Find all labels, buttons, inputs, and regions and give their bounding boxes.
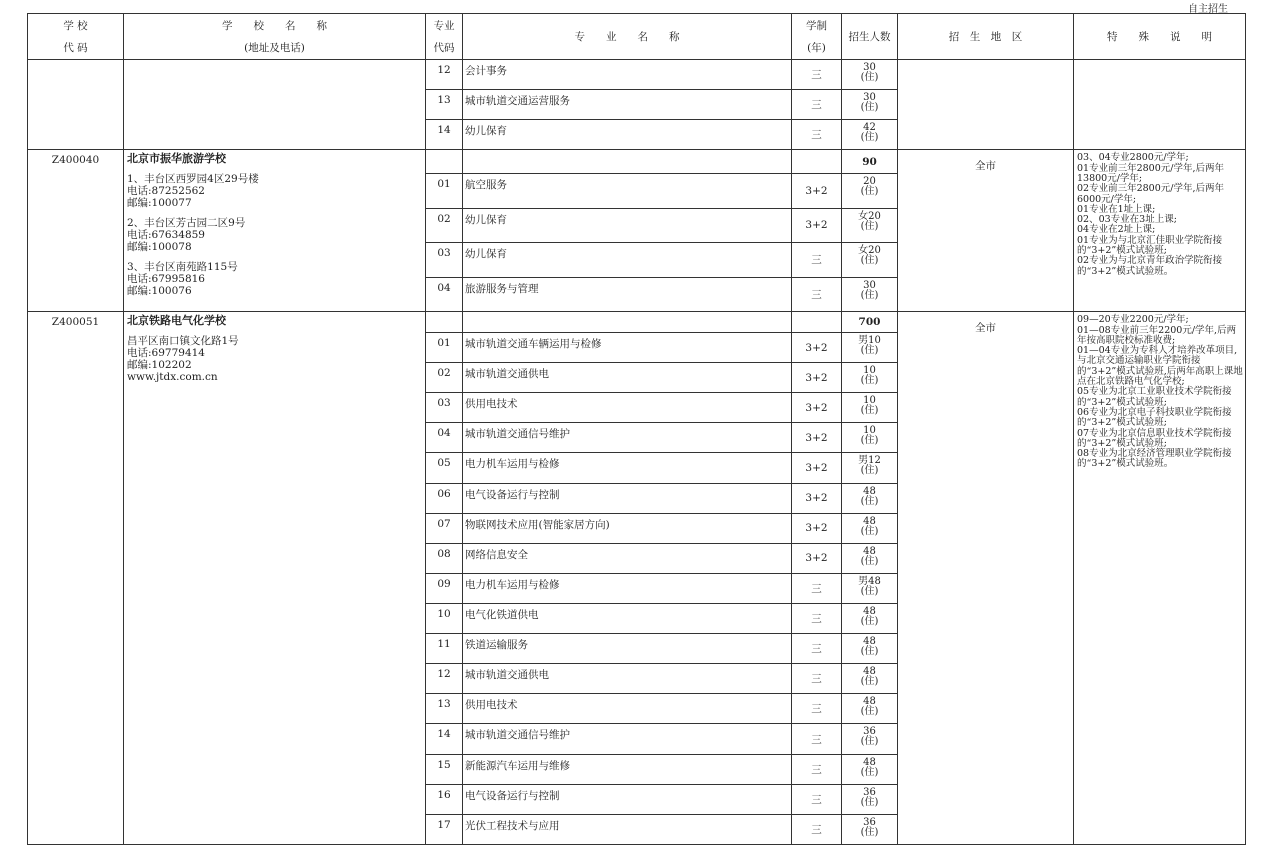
major-code: 11 [426,634,463,664]
enrollment-count [842,90,898,120]
enrollment-number: 48 [863,666,876,678]
major-name: 幼儿保育 [463,208,792,243]
duration: 三 [792,277,842,312]
duration: 三 [792,784,842,814]
major-code: 04 [426,277,463,312]
duration: 3+2 [792,208,842,243]
major-name: 城市轨道交通供电 [463,363,792,393]
boarding-mark: (住) [860,255,879,267]
enrollment-count [842,363,898,393]
enrollment-count [842,277,898,312]
major-name: 铁道运输服务 [463,634,792,664]
enrollment-number: 48 [863,636,876,648]
boarding-mark: (住) [860,465,879,477]
major-code: 04 [426,423,463,453]
school-code: Z400051 [28,312,124,845]
corner-label: 自主招生 [1188,4,1228,15]
notes-cell [1074,150,1246,312]
duration: 三 [792,60,842,90]
major-code: 12 [426,60,463,90]
enrollment-total: 90 [842,150,898,174]
boarding-mark: (住) [860,525,879,537]
note-line: 02、03专业在3址上课; [1077,214,1177,226]
note-line: 01—08专业前三年2200元/学年,后两年按高职院校标准收费; [1077,324,1237,346]
note-line: 05专业为北京工业职业技术学院衔接的“3+2”模式试验班; [1077,386,1232,408]
major-code [426,150,463,174]
boarding-mark: (住) [860,826,879,838]
enrollment-number: 女20 [858,210,881,222]
major-code: 03 [426,393,463,423]
duration: 3+2 [792,513,842,543]
header-duration: 学制 (年) [792,14,842,60]
enrollment-count [842,208,898,243]
boarding-mark: (住) [860,405,879,417]
major-name: 供用电技术 [463,694,792,724]
major-code: 03 [426,243,463,278]
address-line: 2、丰台区芳古园二区9号 [127,217,246,230]
enrollment-number: 男10 [858,335,881,347]
major-name: 供用电技术 [463,393,792,423]
enrollment-count [842,814,898,844]
major-code: 16 [426,784,463,814]
enrollment-number: 48 [863,515,876,527]
major-name [463,312,792,333]
major-name: 幼儿保育 [463,243,792,278]
address-line: 电话:87252562 [127,185,205,198]
boarding-mark: (住) [860,766,879,778]
header-major-code: 专业 代码 [426,14,463,60]
enrollment-number: 36 [863,726,876,738]
address-line: 邮编:102202 [127,359,192,372]
major-name: 城市轨道交通信号维护 [463,423,792,453]
boarding-mark: (住) [860,220,879,232]
boarding-mark: (住) [860,585,879,597]
address-line: www.jtdx.com.cn [127,371,218,384]
duration: 3+2 [792,393,842,423]
school-address [127,261,422,297]
duration: 三 [792,664,842,694]
enrollment-number: 男48 [858,575,881,587]
duration: 三 [792,90,842,120]
enrollment-table [27,13,1246,845]
duration [792,150,842,174]
boarding-mark: (住) [860,345,879,357]
major-code: 13 [426,90,463,120]
duration: 3+2 [792,453,842,483]
header-region: 招 生 地 区 [898,14,1074,60]
duration: 3+2 [792,423,842,453]
header-school-name: 学 校 名 称 (地址及电话) [124,14,426,60]
school-address [127,335,422,383]
note-line: 09—20专业2200元/学年; [1077,314,1189,326]
major-code: 01 [426,174,463,209]
major-code: 05 [426,453,463,483]
enrollment-count [842,120,898,150]
enrollment-number: 20 [863,176,876,188]
major-name: 光伏工程技术与应用 [463,814,792,844]
duration: 三 [792,634,842,664]
enrollment-number: 48 [863,696,876,708]
notes-cell [1074,60,1246,150]
major-name: 网络信息安全 [463,543,792,573]
enrollment-count [842,573,898,603]
major-code: 08 [426,543,463,573]
enrollment-count [842,333,898,363]
major-name: 城市轨道交通车辆运用与检修 [463,333,792,363]
school-address [127,173,422,209]
boarding-mark: (住) [860,102,879,114]
school-code: Z400040 [28,150,124,312]
enrollment-number: 48 [863,545,876,557]
table-row [28,150,1246,174]
enrollment-number: 女20 [858,245,881,257]
boarding-mark: (住) [860,72,879,83]
region-cell: 全市 [898,150,1074,312]
duration [792,312,842,333]
major-name: 城市轨道交通信号维护 [463,724,792,754]
boarding-mark: (住) [860,289,879,301]
enrollment-number: 42 [863,122,876,134]
major-code: 06 [426,483,463,513]
address-line: 邮编:100077 [127,197,192,210]
note-line: 02专业为与北京青年政治学院衔接的“3+2”模式试验班。 [1077,255,1223,277]
duration: 三 [792,814,842,844]
boarding-mark: (住) [860,706,879,718]
enrollment-count [842,423,898,453]
note-line: 04专业在2址上课; [1077,224,1156,236]
school-name: 北京铁路电气化学校 [127,314,226,328]
enrollment-count [842,243,898,278]
enrollment-number: 36 [863,816,876,828]
major-code: 07 [426,513,463,543]
boarding-mark: (住) [860,616,879,628]
major-code: 13 [426,694,463,724]
major-code: 14 [426,120,463,150]
major-name: 电力机车运用与检修 [463,573,792,603]
duration: 3+2 [792,333,842,363]
school-name: 北京市振华旅游学校 [127,152,226,166]
major-name: 城市轨道交通运营服务 [463,90,792,120]
major-name: 旅游服务与管理 [463,277,792,312]
enrollment-count [842,483,898,513]
boarding-mark: (住) [860,646,879,658]
duration: 三 [792,604,842,634]
enrollment-number: 36 [863,786,876,798]
enrollment-number: 30 [863,62,876,73]
boarding-mark: (住) [860,676,879,688]
major-code: 02 [426,363,463,393]
major-name: 电力机车运用与检修 [463,453,792,483]
enrollment-count [842,543,898,573]
header-major-name: 专 业 名 称 [463,14,792,60]
major-name: 电气设备运行与控制 [463,784,792,814]
major-name: 物联网技术应用(智能家居方向) [463,513,792,543]
table-row [28,60,1246,90]
address-line: 电话:69779414 [127,347,205,360]
major-name: 电气化铁道供电 [463,604,792,634]
address-line: 邮编:100076 [127,285,192,298]
boarding-mark: (住) [860,186,879,198]
table-body [28,60,1246,845]
note-line: 01专业为与北京汇佳职业学院衔接的“3+2”模式试验班; [1077,234,1223,256]
enrollment-count [842,453,898,483]
enrollment-count [842,634,898,664]
enrollment-number: 10 [863,425,876,437]
enrollment-total: 700 [842,312,898,333]
enrollment-count [842,60,898,90]
enrollment-number: 30 [863,279,876,291]
major-code: 14 [426,724,463,754]
enrollment-count [842,174,898,209]
boarding-mark: (住) [860,555,879,567]
enrollment-number: 男12 [858,455,881,467]
enrollment-count [842,393,898,423]
duration: 三 [792,573,842,603]
note-line: 01专业在1址上课; [1077,203,1156,215]
enrollment-number: 48 [863,756,876,768]
notes-cell [1074,312,1246,845]
major-name: 幼儿保育 [463,120,792,150]
address-line: 3、丰台区南苑路115号 [127,261,238,274]
duration: 三 [792,724,842,754]
enrollment-count [842,724,898,754]
boarding-mark: (住) [860,375,879,387]
note-line: 02专业前三年2800元/学年,后两年6000元/学年; [1077,183,1224,205]
header-notes: 特 殊 说 明 [1074,14,1246,60]
major-name: 航空服务 [463,174,792,209]
address-line: 1、丰台区西罗园4区29号楼 [127,173,259,186]
region-cell [898,60,1074,150]
school-info [124,312,426,845]
boarding-mark: (住) [860,495,879,507]
duration: 三 [792,120,842,150]
duration: 三 [792,754,842,784]
major-code: 02 [426,208,463,243]
major-name: 城市轨道交通供电 [463,664,792,694]
major-code: 10 [426,604,463,634]
duration: 3+2 [792,543,842,573]
enrollment-count [842,754,898,784]
note-line: 08专业为北京经济管理职业学院衔接的“3+2”模式试验班。 [1077,448,1232,470]
address-line: 电话:67634859 [127,229,205,242]
note-line: 01—04专业为专科人才培养改革项目,与北京交通运输职业学院衔接的“3+2”模式试验班,后两年高职上课地点在北京铁路电气化学校; [1077,345,1243,388]
duration: 3+2 [792,483,842,513]
enrollment-number: 30 [863,92,876,104]
table-row [28,312,1246,333]
boarding-mark: (住) [860,435,879,447]
duration: 3+2 [792,363,842,393]
enrollment-count [842,664,898,694]
address-line: 邮编:100078 [127,241,192,254]
note-line: 07专业为北京信息职业技术学院衔接的“3+2”模式试验班; [1077,427,1232,449]
major-code: 15 [426,754,463,784]
enrollment-number: 10 [863,395,876,407]
major-name: 会计事务 [463,60,792,90]
boarding-mark: (住) [860,796,879,808]
major-name [463,150,792,174]
enrollment-count [842,604,898,634]
note-line: 06专业为北京电子科技职业学院衔接的“3+2”模式试验班; [1077,406,1232,429]
enrollment-number: 48 [863,606,876,618]
enrollment-number: 48 [863,485,876,497]
major-code: 09 [426,573,463,603]
header-school-code: 学 校 代 码 [28,14,124,60]
enrollment-count [842,694,898,724]
duration: 3+2 [792,174,842,209]
enrollment-count [842,513,898,543]
school-address [127,217,422,253]
boarding-mark: (住) [860,132,879,144]
enrollment-number: 10 [863,365,876,377]
enrollment-count [842,784,898,814]
major-code: 01 [426,333,463,363]
header-enrollment: 招生人数 [842,14,898,60]
school-info [124,150,426,312]
note-line: 01专业前三年2800元/学年,后两年13800元/学年; [1077,162,1224,184]
major-code: 12 [426,664,463,694]
address-line: 昌平区南口镇文化路1号 [127,335,239,348]
major-name: 新能源汽车运用与维修 [463,754,792,784]
duration: 三 [792,243,842,278]
address-line: 电话:67995816 [127,273,205,286]
region-cell: 全市 [898,312,1074,845]
school-code-cell [28,60,124,150]
note-line: 03、04专业2800元/学年; [1077,152,1189,164]
major-code [426,312,463,333]
school-name-cell [124,60,426,150]
major-name: 电气设备运行与控制 [463,483,792,513]
boarding-mark: (住) [860,736,879,748]
major-code: 17 [426,814,463,844]
duration: 三 [792,694,842,724]
